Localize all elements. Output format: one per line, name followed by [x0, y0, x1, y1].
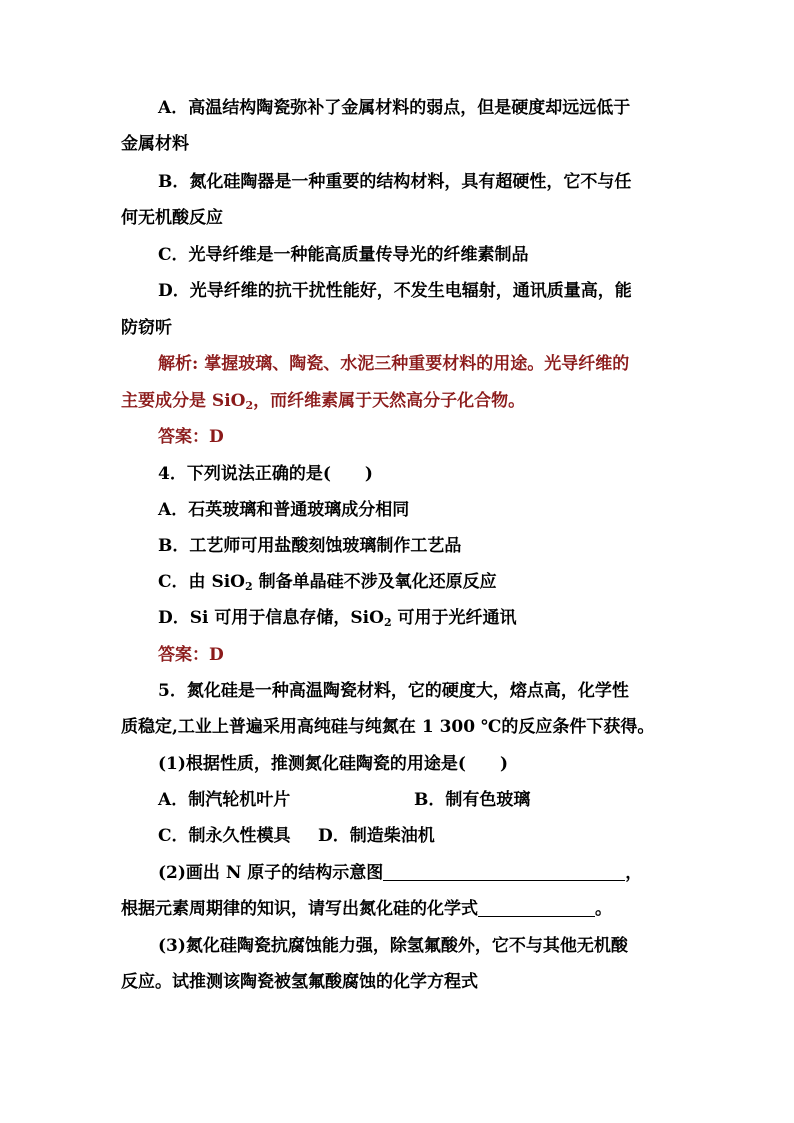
q3-option-d-line1: D．光导纤维的抗干扰性能好，不发生电辐射，通讯质量高，能	[158, 281, 632, 301]
analysis-subscript: 2	[245, 399, 254, 412]
q4-option-d-subscript: 2	[383, 616, 392, 629]
q3-option-a-line1: A．高温结构陶瓷弥补了金属材料的弱点，但是硬度却远远低于	[158, 98, 631, 118]
q4-option-b: B．工艺师可用盐酸刻蚀玻璃制作工艺品	[158, 536, 462, 556]
answer-value: ：D	[192, 645, 224, 665]
q5-part1-option-a: A．制汽轮机叶片	[158, 790, 291, 810]
q3-option-b-line2: 何无机酸反应	[121, 208, 223, 228]
q5-part3-line1: (3)氮化硅陶瓷抗腐蚀能力强，除氢氟酸外，它不与其他无机酸	[158, 936, 628, 956]
analysis-text-2b: ，而纤维素属于天然高分子化合物。	[253, 391, 526, 411]
q3-option-c: C．光导纤维是一种能高质量传导光的纤维素制品	[158, 245, 529, 265]
q3-analysis-line1	[158, 352, 629, 376]
q5-part2-line1-punct: ，	[625, 863, 643, 883]
q4-answer	[158, 643, 224, 667]
q3-option-b-line1: B．氮化硅陶器是一种重要的结构材料，具有超硬性，它不与任	[158, 172, 632, 192]
answer-blank-formula[interactable]	[478, 899, 595, 917]
q5-part1-stem: (1)根据性质，推测氮化硅陶瓷的用途是( )	[158, 754, 509, 774]
q5-part1-option-d: D．制造柴油机	[318, 826, 435, 846]
answer-label: 答案	[158, 645, 192, 665]
q5-part1-option-b: B．制有色玻璃	[414, 790, 531, 810]
q5-part2-line2-punct: 。	[595, 899, 612, 919]
q5-stem-line2: 质稳定,工业上普遍采用高纯硅与纯氮在 1 300 ℃的反应条件下获得。	[121, 717, 655, 737]
q5-part2-prompt-1: (2)画出 N 原子的结构示意图	[158, 863, 384, 883]
q4-option-d-text-a: D．Si 可用于信息存储，SiO	[158, 608, 384, 628]
analysis-text-2a: 主要成分是 SiO	[121, 391, 246, 411]
q5-part2-prompt-2: 根据元素周期律的知识，请写出氮化硅的化学式	[121, 899, 478, 919]
q3-answer	[158, 425, 224, 449]
q4-option-c	[158, 570, 497, 594]
q5-part3-line2: 反应。试推测该陶瓷被氢氟酸腐蚀的化学方程式	[121, 972, 478, 992]
q5-part1-option-c: C．制永久性模具	[158, 826, 291, 846]
answer-blank-structure[interactable]	[383, 863, 625, 881]
q5-part2-line2	[121, 897, 612, 921]
analysis-label: 解析	[158, 354, 192, 374]
q4-stem: 4．下列说法正确的是( )	[158, 464, 373, 484]
q3-option-a-line2: 金属材料	[121, 134, 189, 154]
answer-value: ：D	[192, 427, 224, 447]
analysis-text-1: : 掌握玻璃、陶瓷、水泥三种重要材料的用途。光导纤维的	[192, 354, 630, 374]
q4-option-c-text-b: 制备单晶硅不涉及氧化还原反应	[252, 572, 497, 592]
q4-option-c-subscript: 2	[245, 580, 253, 593]
q3-analysis-line2	[121, 389, 525, 413]
q4-option-d	[158, 606, 517, 630]
q5-stem-line1: 5．氮化硅是一种高温陶瓷材料，它的硬度大，熔点高，化学性	[158, 681, 629, 701]
q4-option-a: A．石英玻璃和普通玻璃成分相同	[158, 500, 410, 520]
q4-option-d-text-b: 可用于光纤通讯	[391, 608, 517, 628]
q5-part2-line1	[158, 861, 642, 885]
q3-option-d-line2: 防窃听	[121, 318, 172, 338]
answer-label: 答案	[158, 427, 192, 447]
q4-option-c-text-a: C．由 SiO	[158, 572, 245, 592]
